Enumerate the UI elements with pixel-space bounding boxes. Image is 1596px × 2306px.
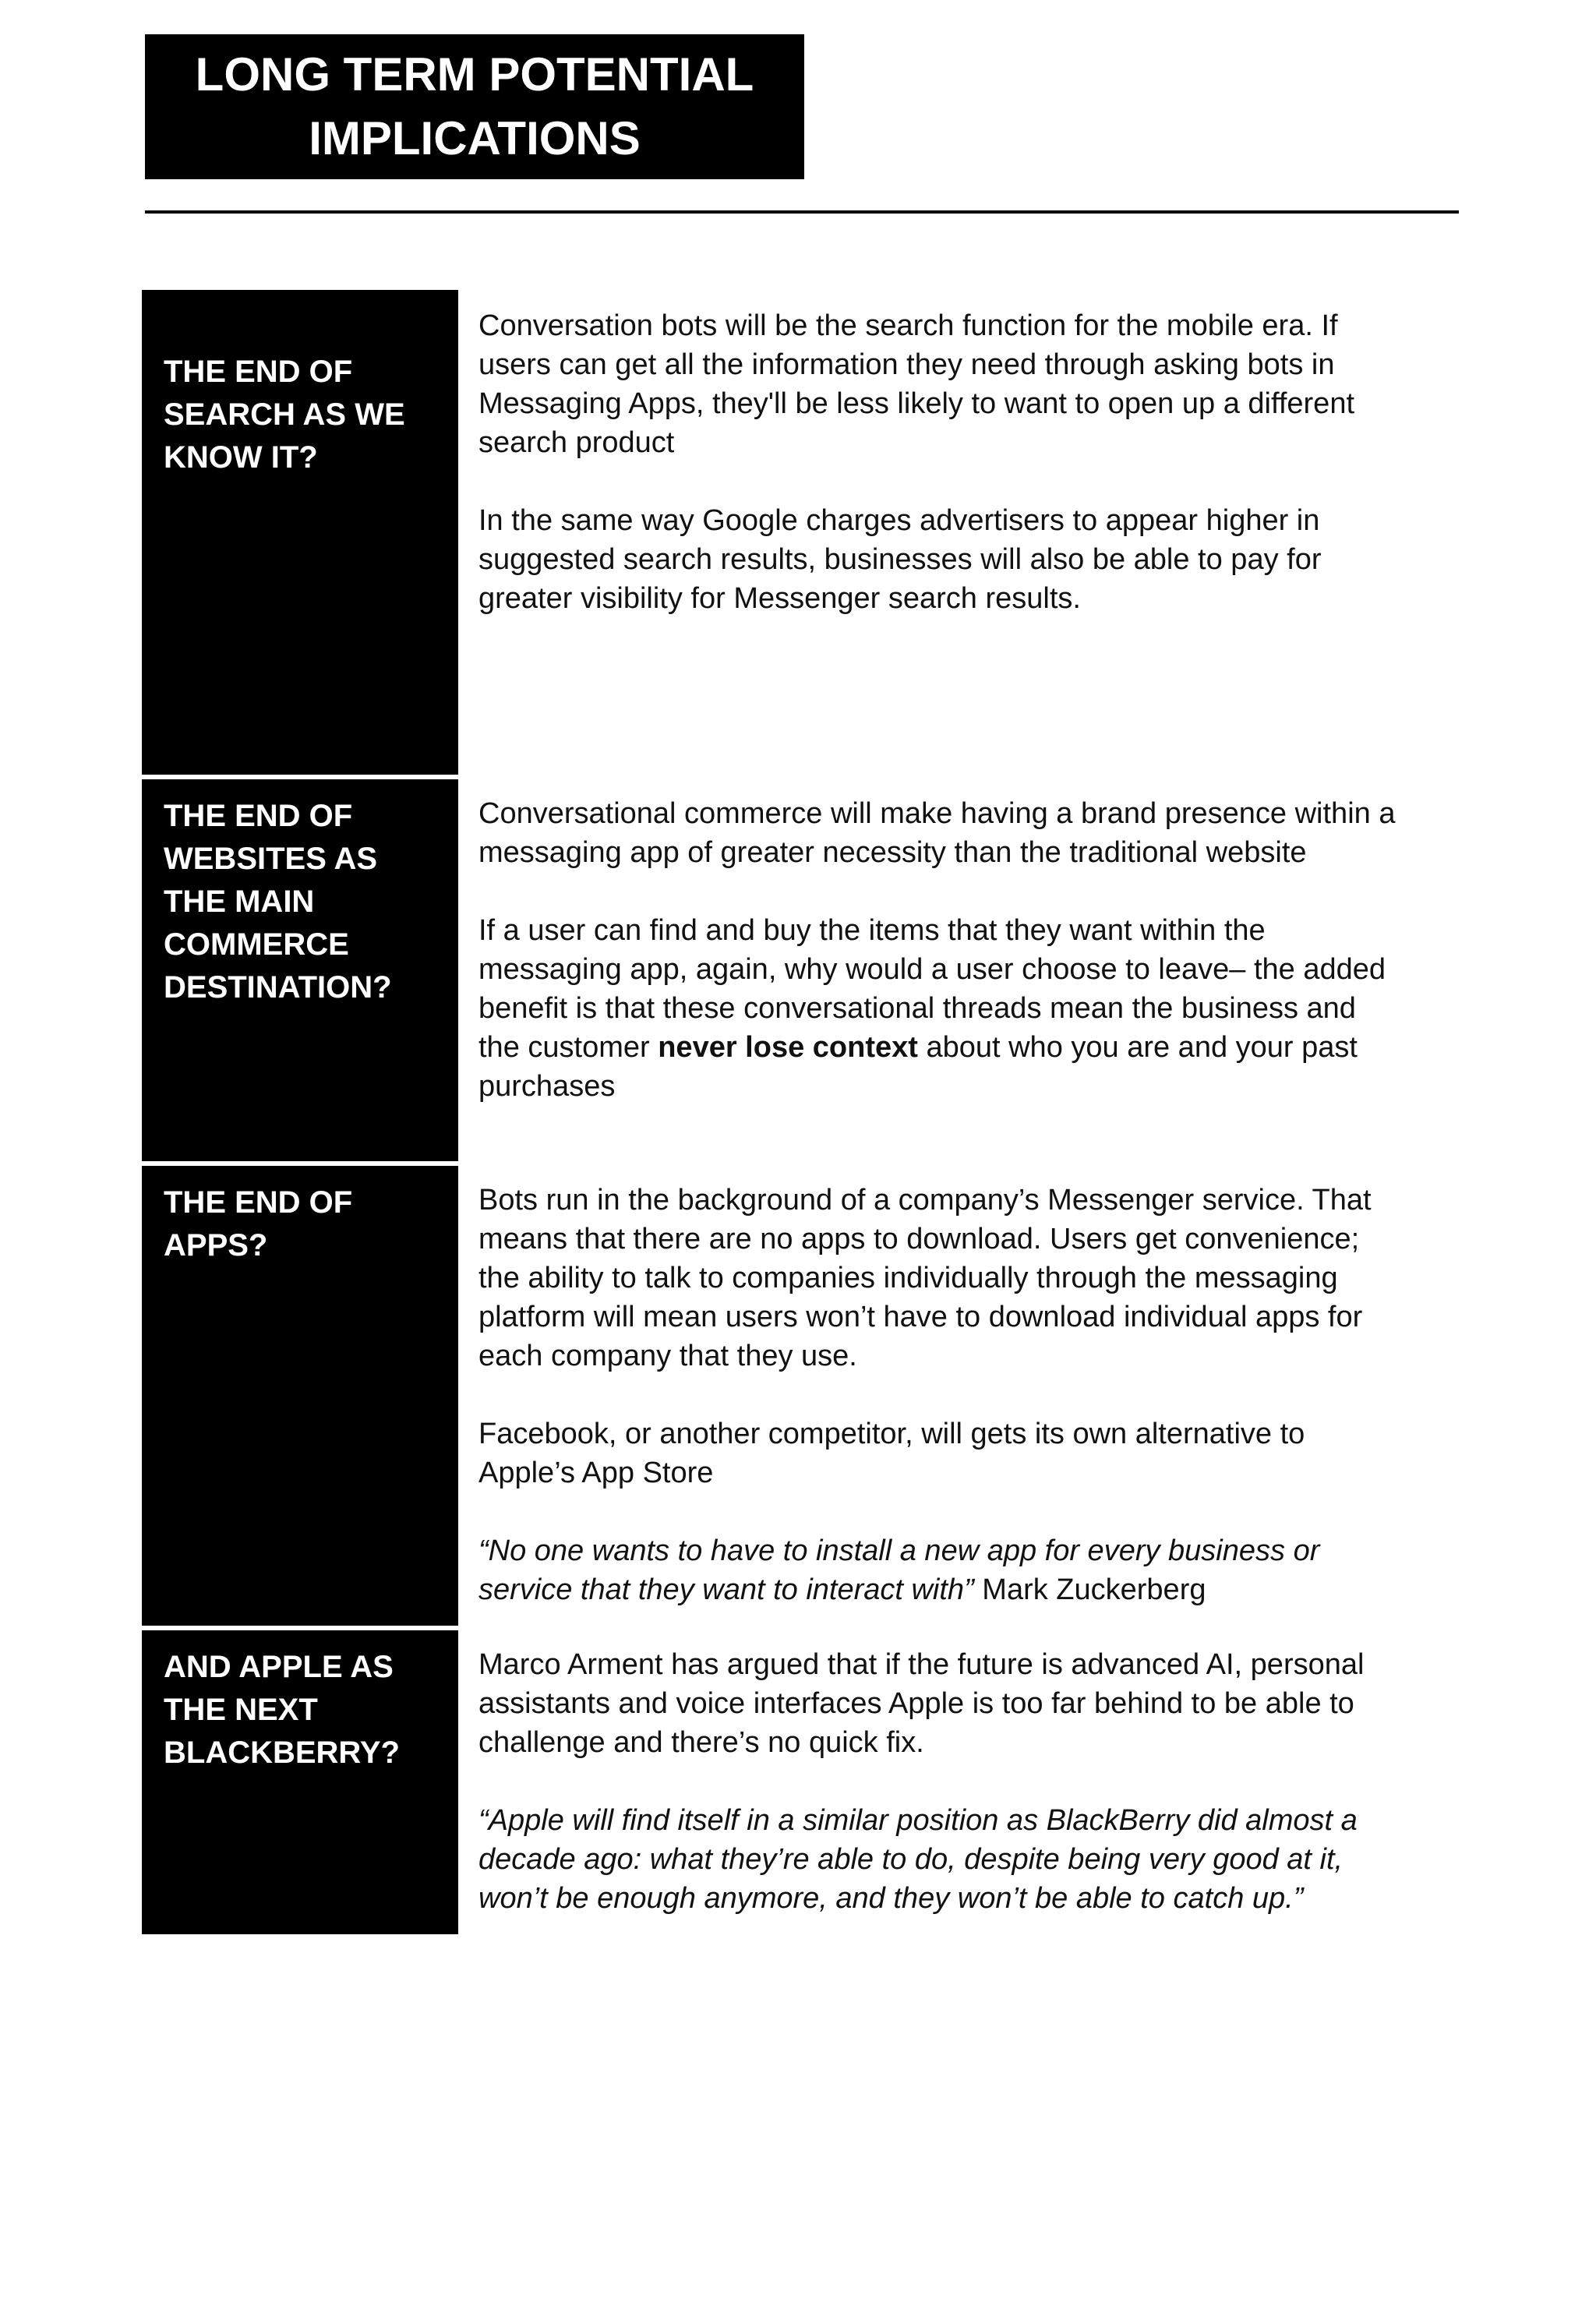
page-title-box (145, 34, 804, 179)
section-label-websites (142, 779, 458, 1161)
section-label-text: THE END OF APPS? (164, 1185, 353, 1262)
title-divider (145, 210, 1459, 214)
section-content-websites (478, 794, 1398, 1106)
section-content-apps (478, 1181, 1398, 1609)
section-label-text: THE END OF WEBSITES AS THE MAIN COMMERCE DESTINATION? (164, 799, 392, 1005)
paragraph: In the same way Google charges advertisers to appear higher in suggested search results, businesses will also be able to pay for greater visibility for Messenger search results. (478, 504, 1322, 615)
paragraph-text: about who you are and your past purchases (478, 1031, 1358, 1103)
section-label-search (142, 290, 458, 775)
quote-text: “No one wants to have to install a new app for every business or service that they want to interact with” (478, 1534, 1320, 1606)
quote-paragraph (478, 1531, 1398, 1609)
section-label-apps (142, 1166, 458, 1626)
paragraph (478, 911, 1398, 1106)
section-label-text: AND APPLE AS THE NEXT BLACKBERRY? (164, 1650, 400, 1770)
paragraph: Conversational commerce will make having a brand presence within a messaging app of greater necessity than the traditional website (478, 797, 1396, 869)
paragraph-text: If a user can find and buy the items that they want within the messaging app, again, why would a user choose to leave– the added benefit is that these conversational threads mean the business and the customer (478, 914, 1386, 1064)
paragraph: Facebook, or another competitor, will gets its own alternative to Apple’s App Store (478, 1418, 1305, 1489)
page-title: LONG TERM POTENTIAL IMPLICATIONS (195, 48, 754, 164)
quote-paragraph: “Apple will find itself in a similar position as BlackBerry did almost a decade ago: what they’re able to do, despite being very good at it, won’t be enough anymore, and they won’t be able to catch up.” (478, 1804, 1358, 1915)
section-label-text: THE END OF SEARCH AS WE KNOW IT? (164, 355, 405, 475)
quote-author: Mark Zuckerberg (973, 1573, 1206, 1606)
paragraph: Marco Arment has argued that if the future is advanced AI, personal assistants and voice interfaces Apple is too far behind to be able to challenge and there’s no quick fix. (478, 1648, 1365, 1759)
section-content-search (478, 306, 1398, 618)
paragraph: Bots run in the background of a company’s Messenger service. That means that there are no apps to download. Users get convenience; the ability to talk to companies individually through the messaging platform will mean users won’t have to download individual apps for each company that they use. (478, 1184, 1372, 1372)
paragraph: Conversation bots will be the search function for the mobile era. If users can get all the information they need through asking bots in Messaging Apps, they'll be less likely to want to open up a different search product (478, 309, 1355, 459)
section-label-apple (142, 1630, 458, 1934)
emphasis-text: never lose context (658, 1031, 918, 1064)
section-content-apple (478, 1645, 1398, 1918)
